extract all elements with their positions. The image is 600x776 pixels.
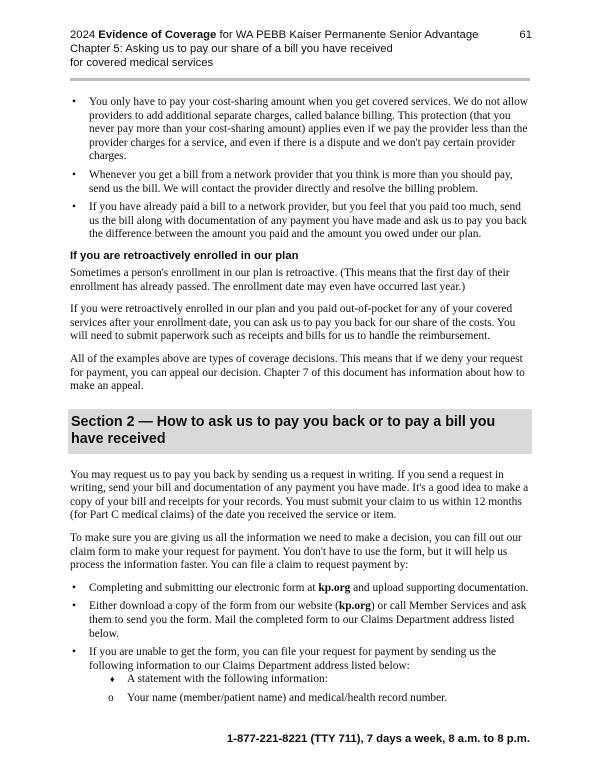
bullet-text-post: and upload supporting documentation. xyxy=(350,581,529,594)
top-bullet-list xyxy=(70,96,530,242)
bullet-icon: • xyxy=(72,581,76,594)
kp-org-link[interactable]: kp.org xyxy=(338,600,371,613)
sub-item-text: A statement with the following information: xyxy=(127,673,328,686)
list-item xyxy=(70,169,530,196)
section-2-paragraph-2: To make sure you are giving us all the information we need to make a decision, you can fill out our claim form to make your request for payment. You don't have to use the form, but it will help us process the information faster. You can file a claim to request payment by: xyxy=(70,532,522,572)
bullet-text: If you are unable to get the form, you can file your request for payment by sending us the following information to our Claims Department address listed below: xyxy=(89,646,497,672)
bullet-text-post: ) or call Member Services and ask them to send you the form. Mail the completed form to our Claims Department address listed below. xyxy=(89,600,527,640)
header-divider xyxy=(70,78,530,81)
retro-heading: If you are retroactively enrolled in our plan xyxy=(70,249,299,262)
section-2-banner xyxy=(68,409,532,454)
bullet-text: If you have already paid a bill to a network provider, but you feel that you paid too much, send us the bill along with documentation of any payment you have made and ask us to pay you back the difference between the amount you paid and the amount you owed under our plan. xyxy=(89,201,527,241)
sub-item-text: Your name (member/patient name) and medical/health record number. xyxy=(127,692,448,704)
diamond-icon: ♦ xyxy=(110,674,115,685)
bullet-icon: • xyxy=(72,201,76,214)
bullet-icon: • xyxy=(72,96,76,108)
header-chapter-line-1: Chapter 5: Asking us to pay our share of a bill you have received xyxy=(70,43,393,55)
header-title-line xyxy=(70,28,532,42)
statement-detail-list xyxy=(89,692,530,706)
contact-footer: 1-877-221-8221 (TTY 711), 7 days a week, 8 a.m. to 8 p.m. xyxy=(226,733,530,745)
header-chapter-line-2: for covered medical services xyxy=(70,57,214,69)
bullet-text: Whenever you get a bill from a network provider that you think is more than you should pay, send us the bill. We will contact the provider directly and resolve the billing problem. xyxy=(89,168,513,195)
list-item xyxy=(70,96,530,164)
header-plan-name: for WA PEBB Kaiser Permanente Senior Advantage xyxy=(216,29,479,41)
bullet-icon: • xyxy=(72,646,76,659)
list-item xyxy=(70,600,530,641)
list-item xyxy=(70,646,530,705)
circle-bullet-icon: o xyxy=(108,692,114,704)
list-item xyxy=(70,201,530,242)
bullet-text: You only have to pay your cost-sharing amount when you get covered services. We do not allow providers to add additional separate charges, called balance billing. This protection (that you never pay more than your cost-sharing amount) applies even if we pay the provider less than the provider charges for a service, and even if there is a dispute and we don't pay certain provider charges. xyxy=(89,96,529,163)
page-header xyxy=(70,28,532,70)
bullet-text-pre: Either download a copy of the form from our website ( xyxy=(89,600,339,613)
retro-paragraph-1: Sometimes a person's enrollment in our plan is retroactive. (This means that the first day of their enrollment has already passed. The enrollment date may even have occurred last year.) xyxy=(70,266,510,293)
header-doc-title: Evidence of Coverage xyxy=(98,29,217,41)
section-2-paragraph-1: You may request us to pay you back by sending us a request in writing. If you send a request in writing, send your bill and documentation of any payment you have made. It's a good idea to make a copy of your bill and receipts for your records. You must submit your claim to us within 12 months (for Part C medical claims) of the date you received the service or item. xyxy=(70,468,529,522)
page-number: 61 xyxy=(519,29,532,41)
statement-sublist xyxy=(89,673,530,687)
kp-org-link[interactable]: kp.org xyxy=(318,581,351,594)
claim-methods-list xyxy=(70,582,530,706)
list-item xyxy=(70,582,530,596)
page-content xyxy=(70,96,530,713)
bullet-icon: • xyxy=(72,600,76,613)
retro-paragraph-2: If you were retroactively enrolled in our plan and you paid out-of-pocket for any of your covered services after your enrollment date, you can ask us to pay you back for our share of the costs. You will need to submit paperwork such as receipts and bills for us to handle the reimbursement. xyxy=(70,303,516,343)
list-item xyxy=(108,692,530,706)
section-2-title: Section 2 — How to ask us to pay you back or to pay a bill you have received xyxy=(71,413,496,448)
list-item xyxy=(108,673,530,687)
retro-paragraph-3: All of the examples above are types of coverage decisions. This means that if we deny your request for payment, you can appeal our decision. Chapter 7 of this document has information about how to make an appeal. xyxy=(70,352,525,393)
bullet-icon: • xyxy=(72,168,76,181)
header-year: 2024 xyxy=(70,29,96,41)
bullet-text-pre: Completing and submitting our electronic form at xyxy=(89,581,319,594)
